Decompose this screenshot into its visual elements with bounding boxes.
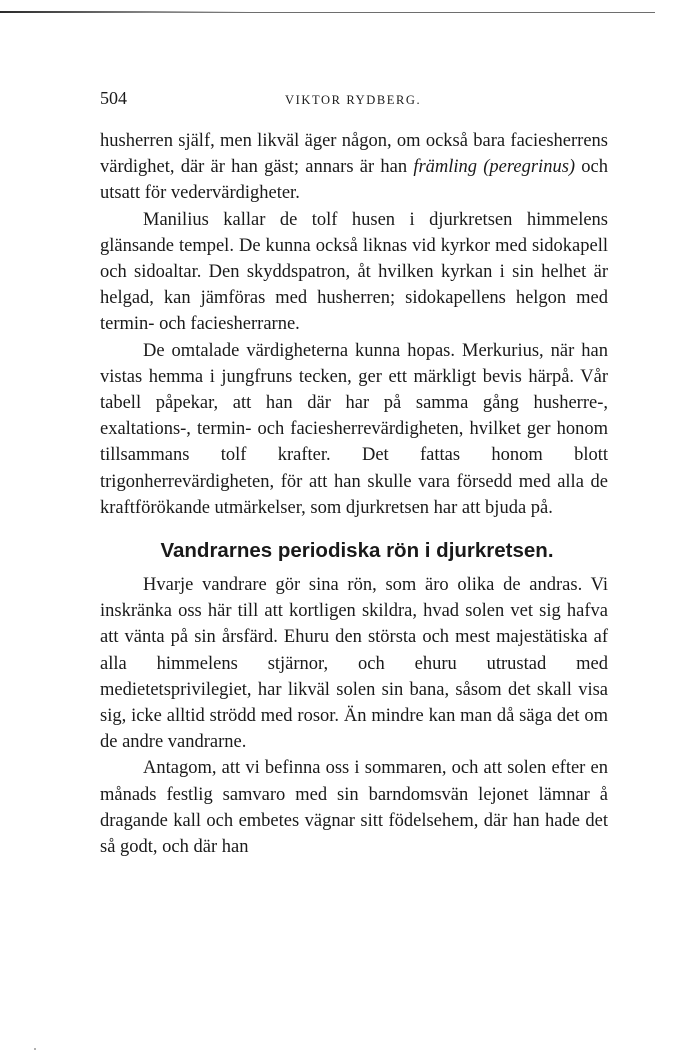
- paragraph-merkurius: De omtalade värdigheterna kunna hopas. Merkurius, när han vistas hemma i jungfruns tecken, ger ett märkligt bevis härpå. Vår tabell påpekar, att han där har på samma gång husherre-, exaltations-, termin- och faciesherrevärdigheten, hvilket ger honom tillsammans tolf krafter. Det fattas honom blott trigonherrevärdigheten, för att han skulle vara försedd med alla de kraftförökande utmärkelser, som djurkretsen har att bjuda på.: [100, 340, 608, 518]
- paragraph-manilius: Manilius kallar de tolf husen i djurkretsen himmelens glänsande tempel. De kunna också liknas vid kyrkor med sidokapell och sidoaltar. Den skyddspatron, åt hvilken kyrkan i sin helhet är helgad, kan jämföras med husherren; sidokapellens helgon med termin- och faciesherrarne.: [100, 209, 608, 335]
- page-header: [100, 88, 608, 110]
- italic-term: främling (peregrinus): [413, 157, 576, 178]
- section-heading: Vandrarnes periodiska rön i djurkretsen.: [160, 539, 554, 563]
- scan-speck: [34, 1048, 36, 1050]
- scan-edge-shadow: [0, 11, 250, 13]
- paragraph-text: husherren själf, men likväl äger någon, om också bara faciesherrens värdighet, där är han gäst; annars är han: [100, 131, 608, 178]
- running-head: VIKTOR RYDBERG.: [285, 93, 422, 107]
- paragraph-continuation: [100, 128, 608, 207]
- body-text: [100, 128, 608, 860]
- paragraph-antagom: Antagom, att vi befinna oss i sommaren, och att solen efter en månads festlig samvaro med sin barndomsvän lejonet lämnar å dragande kall och embetes vägnar sitt födelsehem, där han hade det så godt, och där han: [100, 758, 608, 858]
- paragraph-text: och utsatt för vedervärdigheter.: [100, 157, 608, 204]
- page-number: 504: [100, 88, 127, 108]
- paragraph-vandrare: Hvarje vandrare gör sina rön, som äro olika de andras. Vi inskränka oss här till att kortligen skildra, hvad solen vet sig hafva att vänta på sin årsfärd. Ehuru den största och mest majestätiska af alla himmelens stjärnor, och ehuru utrustad med medietetsprivilegiet, har likväl solen sin bana, såsom det skall visa sig, icke alltid strödd med rosor. Än mindre kan man då säga det om de andre vandrarne.: [100, 575, 608, 753]
